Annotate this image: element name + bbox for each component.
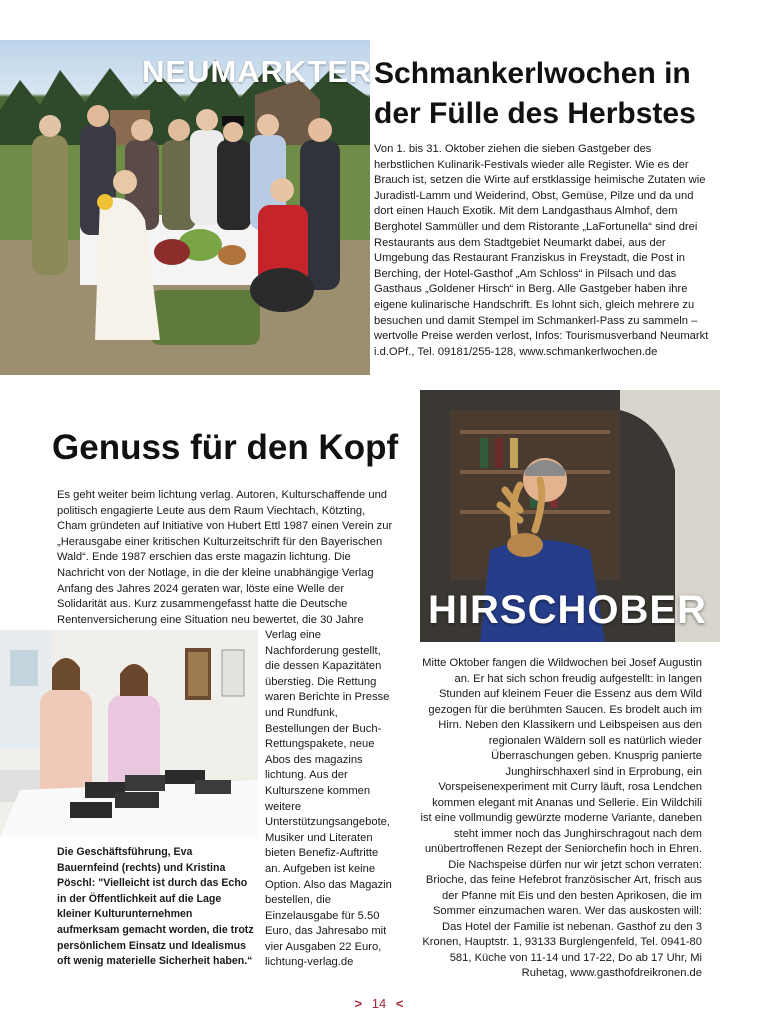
arrow-right-icon: > [354, 996, 363, 1011]
article-genuss-body-part2: Verlag eine Nachforderung gestellt, die dessen Kapazitäten überstieg. Die Rettung waren Berichte in Presse und Rundfunk, Bestellungen der Buch-Rettungspakete, neue Abos des magazins lichtung. Aus der Kulturszene kommen weitere Unterstützungsangebote, Musiker und Literaten bieten Benefiz-Auftritte an. Aufgeben ist keine Option. Also das Magazin bestellen, die Einzelausgabe für 5.50 Euro, das Jahresabo mit vier Ausgaben 22 Euro, lichtung-verlag.de [265, 629, 392, 969]
group-photo-illustration [0, 40, 373, 375]
publishers-photo-illustration [0, 630, 258, 837]
headline-line-2: der Fülle des Herbstes [374, 97, 696, 130]
page-footer [0, 996, 758, 1011]
photo-overlay-neumarkter: NEUMARKTER [142, 54, 373, 89]
article-schmankerlwochen-body: Von 1. bis 31. Oktober ziehen die sieben Gastgeber des herbstlichen Kulinarik-Festivals wieder alle Register. Wie es der Brauch ist, setzen die Wirte auf erstklassige heimische Zutaten wie Juradistl-Lamm und Weiderind, Obst, Gemüse, Pilze und da und dort einen Hauch Exotik. Mit dem Landgasthaus Almhof, dem Berghotel Sammüller und dem Ristorante „LaFortunella“ sind drei Restaurants aus dem Stadtgebiet Neumarkt dabei, aus der Umgebung das Restaurant Franziskus in Freystadt, die Post in Berching, der Hotel-Gasthof „Am Schloss“ in Pilsach und das Gasthaus „Goldener Hirsch“ in Berg. Alle Gastgeber haben ihre eigene kulinarische Handschrift. Es lohnt sich, gleich mehrere zu besuchen und damit Stempel im Schmankerl-Pass zu sammeln – wertvolle Preise werden verlost, Infos: Tourismusverband Neumarkt i.d.OPf., Tel. 09181/255-128, www.schmankerlwochen.de [374, 143, 709, 358]
photo-publishers-with-magazines [0, 630, 258, 837]
article-genuss-body-part1: Es geht weiter beim lichtung verlag. Autoren, Kulturschaffende und politisch engagierte Leute aus dem Raum Viechtach, Kötzting, Cham gründeten auf Initiative von Hubert Ettl 1987 einen Verein zur „Herausgabe einer kritischen Kulturzeitschrift für den Bayerischen Wald“. Ende 1987 erschien das erste magazin lichtung. Die Nachricht von der Notlage, in die der kleine unabhängige Verlag Anfang des Jahres 2024 geraten war, löste eine Welle der Solidarität aus. Kurz zusammengefasst hatte die Deutsche Rentenversicherung eine Situation neu bewertet, die 30 Jahre [57, 489, 393, 626]
group-photo-chefs [0, 40, 373, 375]
headline-line-1: Schmankerlwochen in [374, 57, 691, 90]
article-hirschober-body: Mitte Oktober fangen die Wildwochen bei Josef Augustin an. Er hat sich schon freudig aufgestellt: in langen Stunden auf kleinem Feuer die Essenz aus dem Wild gezogen für die berühmten Saucen. Es brodelt auch im Hirn. Neben den Klassikern und Leibspeisen aus den regionalen Wäldern soll es natürlich wieder Überraschungen geben. Knusprig panierte Junghirschhaxerl sind in Erprobung, ein Vorspeisenexperiment mit Curry läuft, rosa Lendchen kommen elegant mit Ananas und Sellerie. Ein Wildchili ist eine vollmundig gewürzte moderne Variante, daneben steht immer noch das Junghirschragout nach dem unübertroffenen Rezept der Seniorchefin hoch in Ehren. Die Nachspeise dürfen nur wir jetzt schon verraten: Brioche, das feine Hefebrot französischer Art, frisch aus der Pfanne mit Eis und den besten Aprikosen, die im Sommer einzumachen waren. Wer das auskosten will: Das Hotel der Familie ist nebenan. Gasthof zu den 3 Kronen, Hauptstr. 1, 93133 Burglengenfeld, Tel. 0941-80 581, Küche von 11-14 und 17-22, Do ab 17 Uhr, Mi Ruhetag, www.gasthofdreikronen.de [420, 657, 702, 979]
arrow-left-icon: < [395, 996, 404, 1011]
headline-schmankerlwochen [374, 54, 754, 134]
photo-overlay-hirschober: HIRSCHOBER [428, 588, 707, 632]
photo-caption-publishers: Die Geschäftsführung, Eva Bauernfeind (rechts) und Kristina Pöschl: "Vielleicht ist durch das Echo in der Öffentlichkeit auf die Lage kleiner Kulturunternehmen aufmerksam gemacht worden, die trotz persönlichem Einsatz und Idealismus oft wenig materielle Sicherheit haben.“ [57, 846, 254, 968]
page-number: 14 [371, 996, 387, 1011]
headline-genuss-fuer-den-kopf: Genuss für den Kopf [52, 428, 399, 467]
